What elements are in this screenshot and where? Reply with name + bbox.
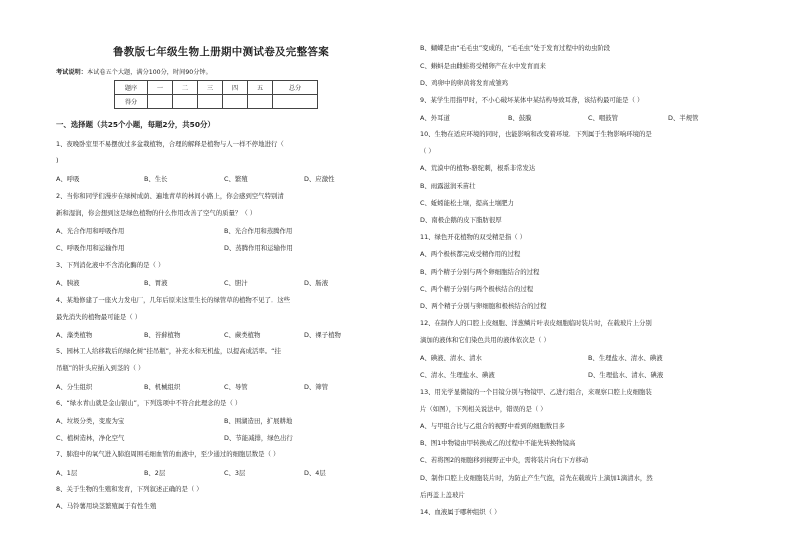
option: B、鼓膜 [508,114,532,122]
question-line: 最先消失的植物最可能是（ ） [56,313,142,321]
score-header-cell: 三 [198,81,223,95]
page-title: 鲁教版七年级生物上册期中测试卷及完整答案 [113,46,329,58]
option: B、生长 [144,175,168,183]
exam-note [56,67,212,76]
question-line: B、图1中物镜由甲转换成乙的过程中不能先转换物镜高 [420,439,576,447]
question-line: 7、肺泡中的氧气进入肺泡周围毛细血管的血液中，至少通过的细胞层数是（ ） [56,450,280,458]
score-table-header-row [115,81,318,95]
score-table [114,80,318,109]
option: A、呼吸 [56,175,80,183]
question-line: A、与甲组合比与乙组合的视野中看到的细胞数目多 [420,422,565,430]
score-header-cell: 总分 [273,81,318,95]
option: D、半规管 [668,114,699,122]
option: B、胃液 [144,279,168,287]
question-line: 片（如图），下列相关说法中，错误的是（ ） [420,405,547,413]
question-line: 14、血液属于哪种组织（ ） [420,508,501,516]
option: B、生理盐水、清水、碘液 [588,354,663,362]
option: A、分生组织 [56,383,93,391]
question-line: 10、生物在适应环境的同时，也能影响和改变着环境．下列属于生物影响环境的是 [420,130,652,138]
question-line: 13、用光学显微镜的一个目镜分别与物镜甲、乙进行组合，来观察口腔上皮细胞装 [420,388,652,396]
section-heading: 一、选择题（共25个小题，每题2分，共50分） [56,120,215,129]
score-header-cell: 题序 [115,81,148,95]
score-row-label: 得分 [115,95,148,109]
option: C、导管 [224,383,248,391]
option: D、肠液 [304,279,329,287]
question-line: C、蚯蚓能松土壤，提高土壤肥力 [420,199,514,207]
question-line: 6、“绿水青山就是金山银山”，下列选项中不符合此理念的是（ ） [56,399,242,407]
score-header-cell: 五 [248,81,273,95]
question-line: D、鸡卵中的卵黄将发育成雏鸡 [420,79,508,87]
option: C、呼吸作用和运输作用 [56,244,125,252]
option: C、3层 [224,469,246,477]
question-line: 吊瓶”的针头应插入到茎的（ ） [56,364,145,372]
exam-note-text: 本试卷五个大题，满分100分，时间90分钟。 [86,69,212,76]
question-line: B、两个精子分别与两个卵细胞结合的过程 [420,268,540,276]
option: C、蕨类植物 [224,331,261,339]
question-line: D、两个精子分别与卵细胞和极核结合的过程 [420,302,547,310]
option: C、胆汁 [224,279,248,287]
option: A、垃圾分类，变废为宝 [56,417,125,425]
score-cell [223,95,248,109]
question-line: 9、某学生用指甲时，不小心破坏某体中某结构导致耳聋，该结构最可能是（ ） [420,96,644,104]
question-line: B、雨露滋润禾苗壮 [420,182,476,190]
option: B、苔藓植物 [144,331,181,339]
question-line: 8、关于生物的生殖和发育，下列叙述正确的是（ ） [56,485,203,493]
score-header-cell: 一 [148,81,173,95]
option: B、机械组织 [144,383,181,391]
option: A、藻类植物 [56,331,93,339]
question-line: ) [56,156,59,164]
option: C、咽鼓管 [588,114,619,122]
option: B、围湖造田，扩展耕地 [224,417,293,425]
option: C、植树造林，净化空气 [56,434,125,442]
question-line: 后再盖上盖玻片 [420,491,465,499]
question-line: 12、在制作人的口腔上皮细胞、洋葱鳞片叶表皮细胞临时装片时，在载玻片上分别 [420,319,652,327]
score-cell [148,95,173,109]
option: A、1层 [56,469,78,477]
question-line: C、两个精子分别与两个极核结合的过程 [420,285,534,293]
option: A、外耳道 [420,114,450,122]
question-line: 5、园林工人给移栽后的绿化树“挂吊瓶”，补充水和无机盐，以提高成活率。“挂 [56,347,281,355]
question-line: 新和湿润，你会想到这是绿色植物的什么作用改善了空气的质量？（ ） [56,209,257,217]
score-cell [198,95,223,109]
option: D、蒸腾作用和运输作用 [224,244,293,252]
option: D、生理盐水、清水、碘液 [588,371,664,379]
question-line: B、蝴蝶是由“毛毛虫”变成的，“毛毛虫”处于发育过程中的幼虫阶段 [420,44,611,52]
question-line: D、制作口腔上皮细胞装片时，为防止产生气泡，首先在载玻片上滴加1滴清水，然 [420,474,653,482]
option: D、节能减排，绿色出行 [224,434,293,442]
question-line: 4、某地修建了一座火力发电厂，几年后原来这里生长的绿管草的植物不见了．这些 [56,296,291,304]
question-line: A、马铃薯用块茎繁殖属于有性生殖 [56,502,157,510]
score-table-score-row [115,95,318,109]
question-line: A、两个极核都完成受精作用的过程 [420,250,521,258]
question-line: D、南极企鹅的皮下脂肪很厚 [420,216,502,224]
score-cell [248,95,273,109]
option: C、繁殖 [224,175,248,183]
option: C、清水、生理盐水、碘液 [420,371,495,379]
question-line: 1、夜晚卧室里不易摆放过多盆栽植物，合理的解释是植物与人一样不停地进行（ [56,140,284,148]
score-header-cell: 四 [223,81,248,95]
option: D、应激性 [304,175,335,183]
option: D、裸子植物 [304,331,341,339]
score-header-cell: 二 [173,81,198,95]
question-line: 滴加的液体和它们染色共用的液体依次是（ ） [420,336,550,344]
question-line: 3、下列消化液中不含消化酶的是（ ） [56,261,165,269]
option: B、2层 [144,469,166,477]
option: D、4层 [304,469,326,477]
question-line: （ ） [420,147,435,155]
question-line: 11、绿色开花植物的双受精是指（ ） [420,233,527,241]
question-line: C、蝌蚪是由雌蛙将受精卵产在水中发育而来 [420,62,546,70]
score-cell [173,95,198,109]
option: A、胰液 [56,279,80,287]
exam-note-label: 考试说明： [56,69,87,76]
question-line: A、荒漠中的植物-骆驼刺，根系非常发达 [420,164,536,172]
question-line: 2、当你和同学们漫步在绿树成荫、遍地青草的林间小路上，你会感到空气特别清 [56,192,284,200]
question-line: C、若将图2的细胞移到视野正中央，需将装片向右下方移动 [420,456,589,464]
option: D、筛管 [304,383,329,391]
option: A、碘液、清水、清水 [420,354,482,362]
score-cell [273,95,318,109]
option: B、光合作用和蒸腾作用 [224,227,293,235]
option: A、光合作用和呼吸作用 [56,227,125,235]
